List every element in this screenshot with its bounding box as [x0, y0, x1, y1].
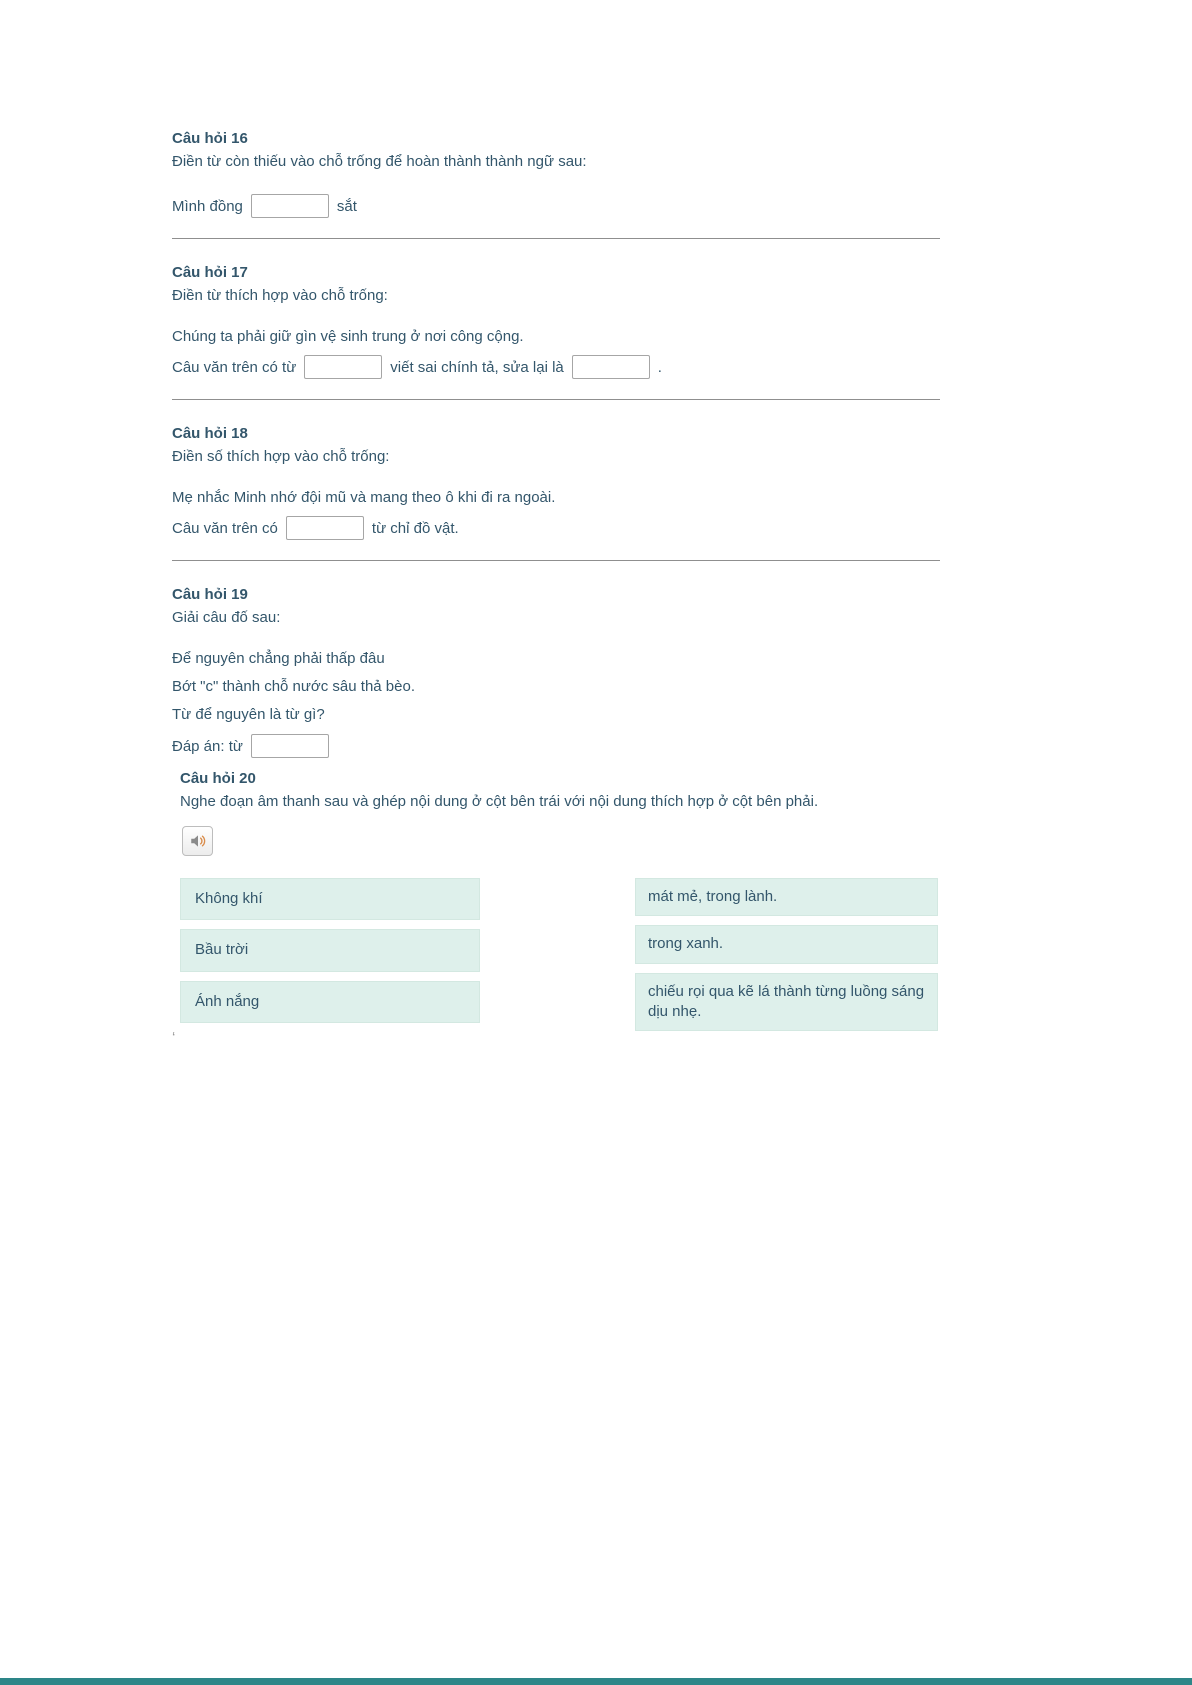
text-after-blank: từ chỉ đồ vật.	[371, 519, 459, 537]
match-left-item[interactable]: Không khí	[180, 878, 480, 920]
footer-bar	[0, 1678, 1192, 1685]
question-16-fill-line	[172, 194, 940, 218]
riddle-line-3: Từ để nguyên là từ gì?	[172, 706, 325, 723]
text-before-blank: Mình đồng	[172, 197, 243, 215]
question-17	[172, 264, 940, 379]
divider	[172, 560, 940, 561]
q18-blank-input[interactable]	[286, 516, 364, 540]
text-after-blank: .	[657, 358, 662, 376]
match-right-item[interactable]: mát mẻ, trong lành.	[635, 878, 938, 916]
q17-blank-input-1[interactable]	[304, 355, 382, 379]
question-19	[172, 586, 940, 758]
answer-label: Đáp án: từ	[172, 737, 243, 755]
text-before-blank: Câu văn trên có từ	[172, 358, 297, 376]
question-17-prompt: Điền từ thích hợp vào chỗ trống:	[172, 287, 388, 304]
question-18-prompt: Điền số thích hợp vào chỗ trống:	[172, 448, 390, 465]
question-18-title: Câu hỏi 18	[172, 425, 248, 442]
match-right-item[interactable]: chiếu rọi qua kẽ lá thành từng luồng sáng dịu nhẹ.	[635, 973, 938, 1032]
question-17-sentence: Chúng ta phải giữ gìn vệ sinh trung ở nơi công cộng.	[172, 328, 524, 345]
question-16-title: Câu hỏi 16	[172, 130, 248, 147]
text-after-blank: sắt	[336, 197, 357, 215]
match-left-item[interactable]: Bầu trời	[180, 929, 480, 971]
question-20	[172, 770, 940, 1046]
audio-play-button[interactable]	[182, 826, 213, 856]
quiz-content	[172, 130, 940, 1046]
question-16-prompt: Điền từ còn thiếu vào chỗ trống để hoàn thành thành ngữ sau:	[172, 153, 587, 170]
speaker-icon	[189, 832, 207, 850]
question-18	[172, 425, 940, 540]
q19-blank-input[interactable]	[251, 734, 329, 758]
question-18-sentence: Mẹ nhắc Minh nhớ đội mũ và mang theo ô khi đi ra ngoài.	[172, 489, 556, 506]
question-20-title: Câu hỏi 20	[180, 770, 256, 787]
matching-area	[172, 878, 938, 1046]
question-19-title: Câu hỏi 19	[172, 586, 248, 603]
divider	[172, 399, 940, 400]
divider	[172, 238, 940, 239]
riddle-line-2: Bớt "c" thành chỗ nước sâu thả bèo.	[172, 678, 416, 695]
question-16	[172, 130, 940, 218]
question-18-fill-line	[172, 516, 940, 540]
match-left-item[interactable]: Ánh nắng	[180, 981, 480, 1023]
text-between-blanks: viết sai chính tả, sửa lại là	[390, 358, 564, 376]
question-17-title: Câu hỏi 17	[172, 264, 248, 281]
match-right-item[interactable]: trong xanh.	[635, 925, 938, 963]
question-17-fill-line	[172, 355, 940, 379]
match-right-column	[635, 878, 938, 1040]
drag-handle-artifact: ‘	[172, 1028, 176, 1046]
text-before-blank: Câu văn trên có	[172, 519, 278, 537]
match-left-column	[172, 878, 480, 1046]
question-20-prompt: Nghe đoạn âm thanh sau và ghép nội dung ở cột bên trái với nội dung thích hợp ở cột bên phải.	[180, 793, 819, 810]
q17-blank-input-2[interactable]	[572, 355, 650, 379]
question-19-prompt: Giải câu đố sau:	[172, 609, 281, 626]
riddle-line-1: Để nguyên chẳng phải thấp đâu	[172, 650, 385, 667]
q16-blank-input[interactable]	[251, 194, 329, 218]
question-19-answer-line	[172, 734, 940, 758]
